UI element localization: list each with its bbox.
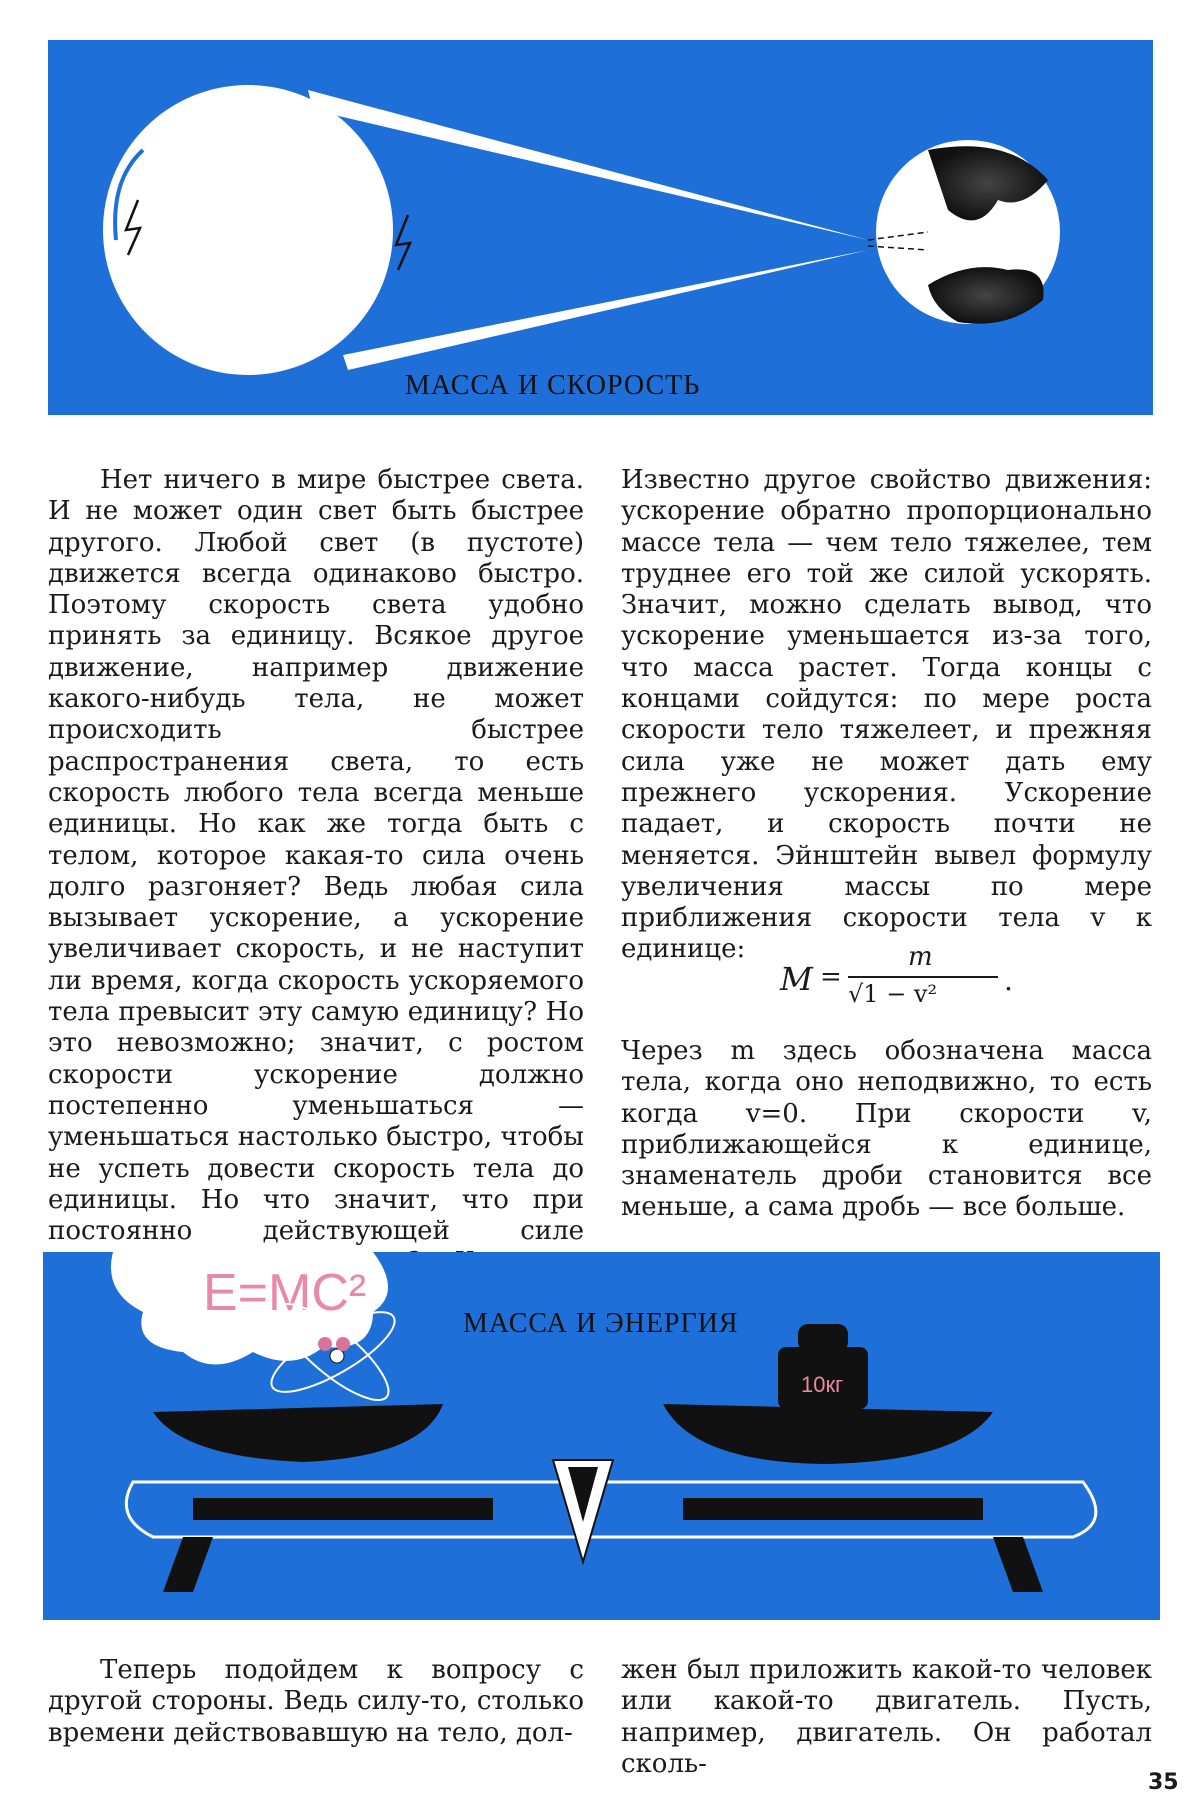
- formula-numerator: m: [908, 942, 933, 972]
- right-pan: [663, 1404, 993, 1464]
- formula-end: .: [1004, 964, 1013, 997]
- formula-emc2: E=MC²: [203, 1264, 367, 1322]
- paragraph: Теперь подойдем к вопросу с другой стороны. Ведь силу-то, столько времени действовавшую на тело, дол-: [48, 1655, 584, 1748]
- figure-mass-energy: [43, 1252, 1160, 1620]
- paragraph: жен был приложить какой-то человек или какой-то двигатель. Пусть, например, двигатель. Он работал сколь-: [621, 1655, 1152, 1779]
- light-beam-lower: [343, 250, 868, 370]
- figure-caption-top: МАССА И СКОРОСТЬ: [405, 370, 701, 401]
- formula-equals: =: [820, 962, 842, 992]
- figure-caption-bottom: МАССА И ЭНЕРГИЯ: [463, 1308, 739, 1339]
- weight-label: 10кг: [801, 1372, 844, 1397]
- paragraph: Через m здесь обозначена масса тела, когда оно неподвижно, то есть когда v=0. При скорости v, приближающейся к единице, знаменатель дроби становится все меньше, а сама дробь — все больше.: [621, 1036, 1152, 1223]
- paragraph: Нет ничего в мире быстрее света. И не может один свет быть быстрее другого. Любой свет (в пустоте) движется всегда одинаково быстро. Поэтому скорость света удобно принять за единицу. Всякое другое движение, например движение какого-нибудь тела, не может происходить быстрее распространения света, то есть скорость любого тела всегда меньше единицы. Но как же тогда быть с телом, которое какая-то сила очень долго разгоняет? Ведь любая сила вызывает ускорение, а ускорение увеличивает скорость, и не наступит ли время, когда скорость ускоряемого тела превысит эту самую единицу? Но это невозможно; значит, с ростом скорости ускорение должно постепенно уменьшаться — уменьшаться настолько быстро, чтобы не успеть довести скорость тела до единицы. Но что значит, что при постоянно действующей силе: [48, 465, 584, 1247]
- formula-lhs: M: [780, 960, 813, 998]
- paragraph: Известно другое свойство движения: ускорение обратно пропорционально массе тела — чем тело тяжелее, тем труднее его той же силой ускорять. Значит, можно сделать вывод, что ускорение уменьшается из-за того, что масса растет. Тогда концы с концами сойдутся: по мере роста скорости тело тяжелеет, и прежняя сила уже не может дать ему прежнего ускорения. Ускорение падает, и скорость почти не меняется. Эйнштейн вывел формулу увеличения массы по мере приближения скорости тела v к единице:: [621, 465, 1152, 965]
- left-pan: [153, 1404, 443, 1462]
- fraction-bar: [848, 976, 998, 978]
- text-column-right-continued: [621, 1036, 1152, 1224]
- large-planet: [103, 85, 393, 375]
- figure-mass-speed: [48, 40, 1153, 415]
- planet-illustration: [48, 40, 1153, 415]
- page-number: 35: [1148, 1770, 1179, 1795]
- text-column-left: [48, 465, 584, 1310]
- formula-denominator: √1 − v²: [848, 980, 938, 1008]
- mass-formula: [780, 942, 1013, 1018]
- text-column-left-lower: [48, 1655, 584, 1749]
- text-column-right: [621, 465, 1152, 966]
- text-column-right-lower: [621, 1655, 1152, 1780]
